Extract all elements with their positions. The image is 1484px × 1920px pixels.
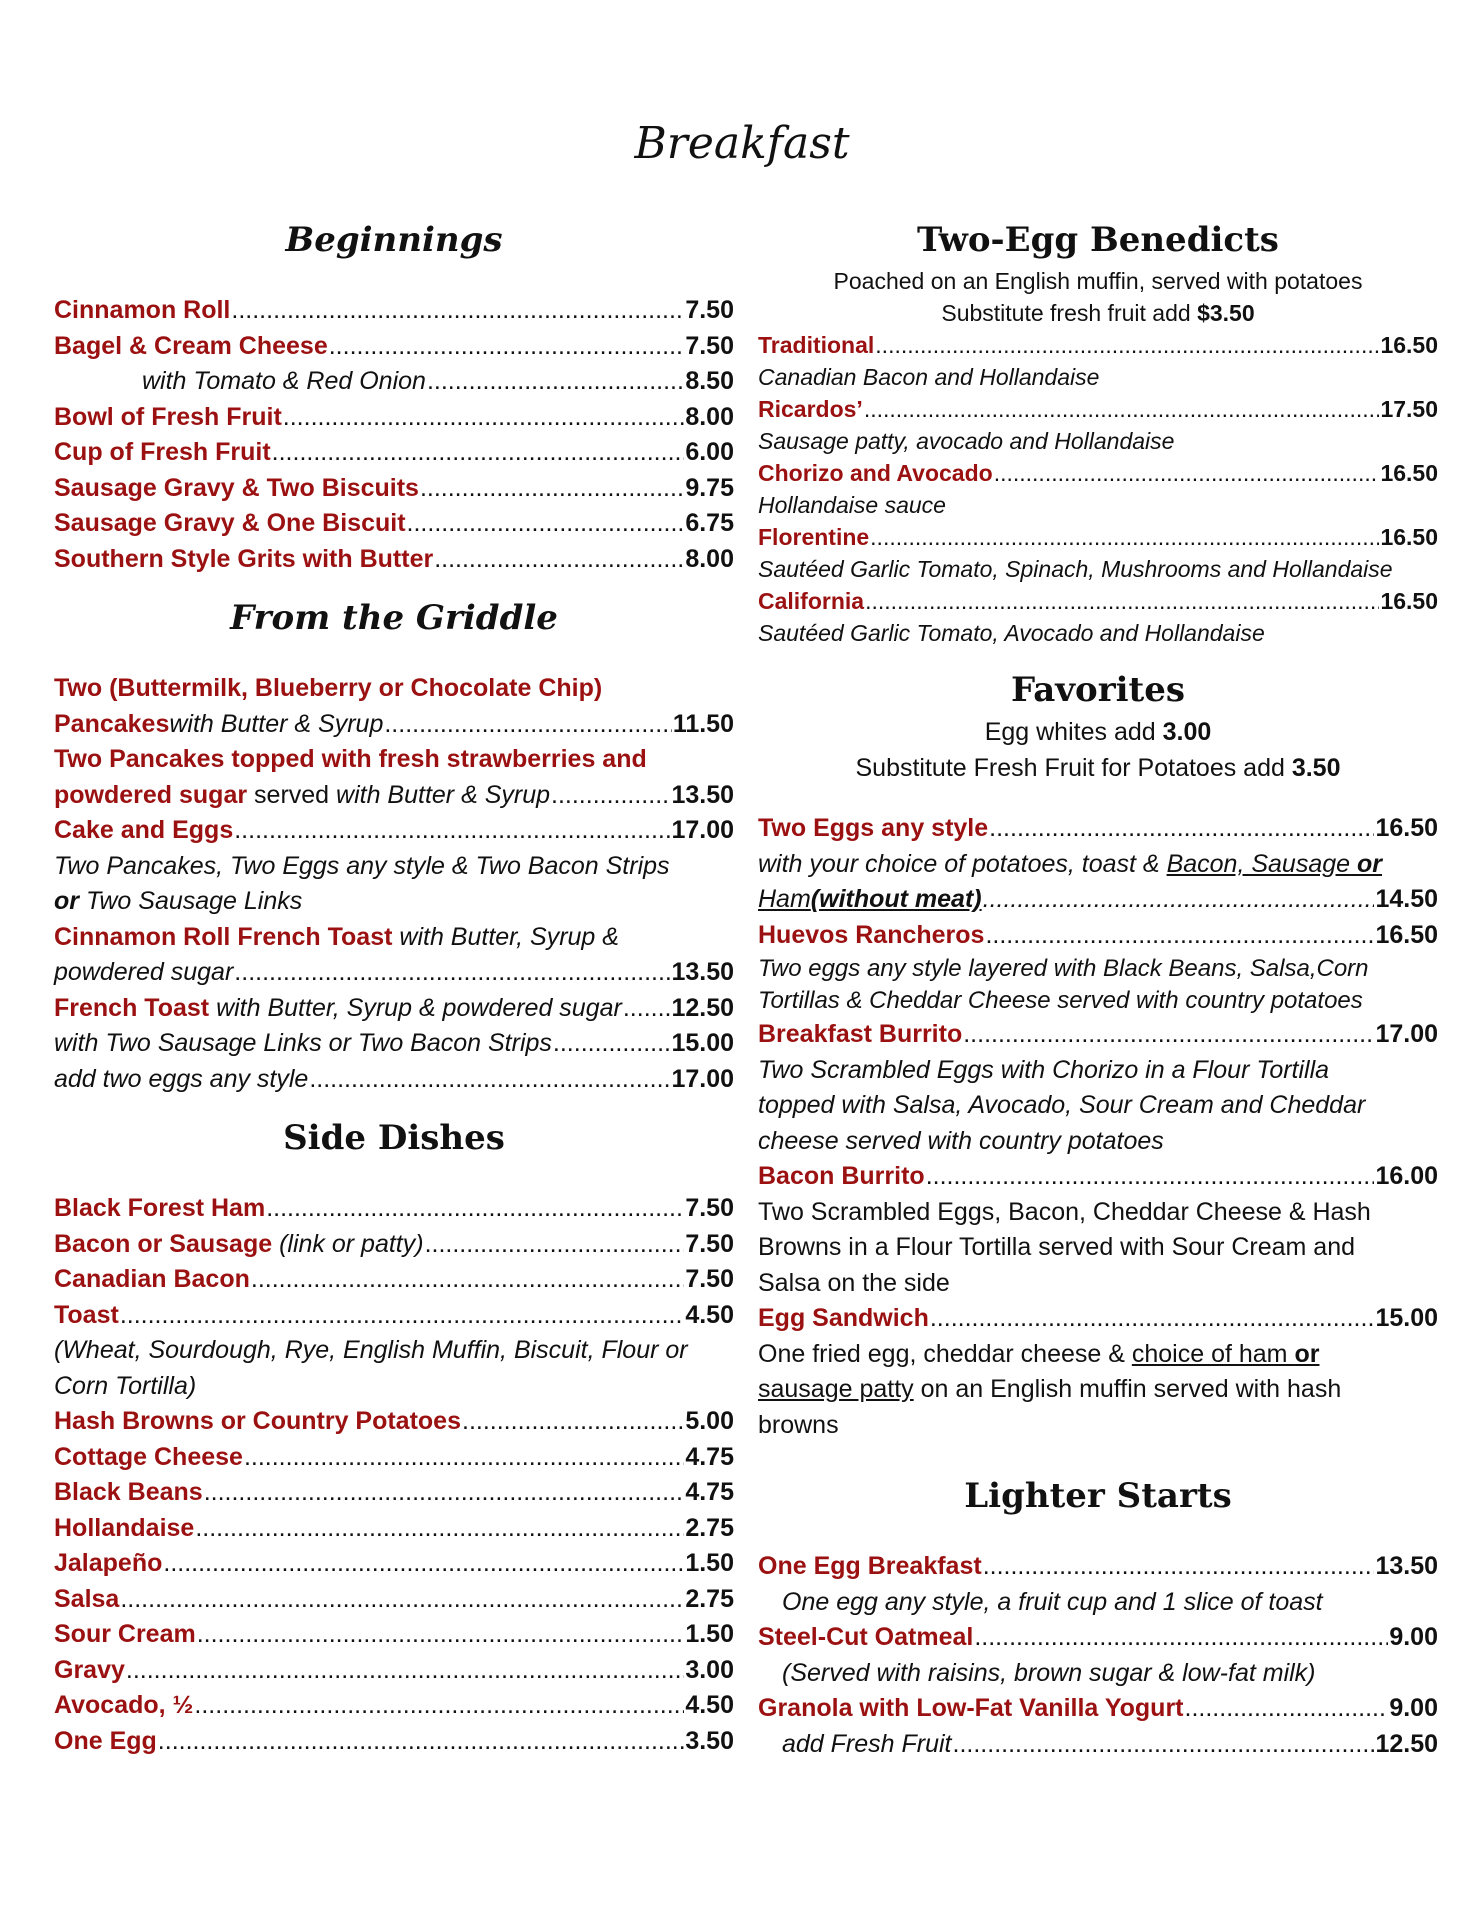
section-subtitle: Poached on an English muffin, served with potatoes — [833, 268, 1363, 294]
menu-item-desc: (Served with raisins, brown sugar & low-fat milk) — [782, 1658, 1316, 1687]
menu-item-desc: browns — [758, 1410, 839, 1439]
section-subtitle: Egg whites add 3.00 — [984, 718, 1212, 746]
menu-item: Cup of Fresh Fruit ..... 6.00 — [54, 435, 734, 471]
menu-item: Black Beans ..... 4.75 — [54, 1475, 734, 1511]
favorites-list — [758, 811, 1438, 1443]
menu-item-desc: Browns in a Flour Tortilla served with Sour Cream and — [758, 1233, 1356, 1261]
menu-item: Avocado, ½ ..... 4.50 — [54, 1688, 734, 1724]
menu-item-option: with Two Sausage Links or Two Bacon Strips ..... 15.00 — [54, 1026, 734, 1062]
menu-item-desc: topped with Salsa, Avocado, Sour Cream and Cheddar — [758, 1091, 1366, 1119]
menu-item: Bacon or Sausage (link or patty) ..... 7.50 — [54, 1227, 734, 1263]
menu-item-desc: cheese served with country potatoes — [758, 1126, 1164, 1155]
menu-item-desc: One fried egg, cheddar cheese & choice of ham or — [758, 1339, 1320, 1368]
menu-item-desc: Hollandaise sauce — [758, 492, 946, 518]
menu-item-name: Two Pancakes topped with fresh strawberries and — [54, 745, 647, 773]
menu-item: powdered sugar ..... 13.50 — [54, 955, 734, 991]
menu-item: Southern Style Grits with Butter ..... 8.00 — [54, 542, 734, 578]
menu-item-desc: Sausage patty, avocado and Hollandaise — [758, 428, 1175, 454]
menu-item: Sausage Gravy & Two Biscuits ..... 9.75 — [54, 471, 734, 507]
menu-item: powdered sugar served with Butter & Syrup ..... 13.50 — [54, 778, 734, 814]
menu-item-desc: with your choice of potatoes, toast & Bacon, Sausage or — [758, 849, 1382, 878]
section-subtitle: Substitute fresh fruit add $3.50 — [941, 300, 1255, 326]
sides-list — [54, 1191, 734, 1759]
menu-item: Chorizo and Avocado ..... 16.50 — [758, 457, 1438, 489]
section-heading-sides: Side Dishes — [283, 1118, 505, 1158]
menu-item-desc: (Wheat, Sourdough, Rye, English Muffin, Biscuit, Flour or — [54, 1336, 688, 1364]
menu-item-name: Two (Buttermilk, Blueberry or Chocolate Chip) — [54, 674, 603, 702]
menu-item-desc: Two Scrambled Eggs with Chorizo in a Flour Tortilla — [758, 1055, 1330, 1084]
menu-item-option: add two eggs any style ..... 17.00 — [54, 1062, 734, 1098]
menu-item-desc: Two Scrambled Eggs, Bacon, Cheddar Cheese & Hash — [758, 1197, 1371, 1226]
menu-item: Granola with Low-Fat Vanilla Yogurt ..... 9.00 — [758, 1691, 1438, 1727]
menu-item: Steel-Cut Oatmeal ..... 9.00 — [758, 1620, 1438, 1656]
menu-item: Bacon Burrito ..... 16.00 — [758, 1159, 1438, 1195]
menu-item-desc: Two eggs any style layered with Black Beans, Salsa,Corn — [758, 955, 1369, 982]
menu-item: Two Eggs any style ..... 16.50 — [758, 811, 1438, 847]
menu-item: Gravy ..... 3.00 — [54, 1653, 734, 1689]
menu-item-option: with Tomato & Red Onion ..... 8.50 — [54, 364, 734, 400]
menu-item: Toast ..... 4.50 — [54, 1298, 734, 1334]
menu-item: Breakfast Burrito ..... 17.00 — [758, 1017, 1438, 1053]
menu-title: Breakfast — [634, 118, 850, 169]
section-heading-beginnings: Beginnings — [285, 220, 503, 260]
menu-item-desc: One egg any style, a fruit cup and 1 slice of toast — [782, 1587, 1323, 1616]
menu-item-desc: Corn Tortilla) — [54, 1371, 197, 1400]
menu-item: Bagel & Cream Cheese ..... 7.50 — [54, 329, 734, 365]
menu-item-desc: Sautéed Garlic Tomato, Avocado and Hollandaise — [758, 620, 1265, 646]
menu-item-desc: Tortillas & Cheddar Cheese served with country potatoes — [758, 987, 1363, 1014]
right-column — [758, 215, 1438, 1762]
menu-item: Egg Sandwich ..... 15.00 — [758, 1301, 1438, 1337]
section-heading-lighter: Lighter Starts — [964, 1476, 1232, 1516]
menu-item-desc: Canadian Bacon and Hollandaise — [758, 364, 1100, 390]
menu-item-desc: Salsa on the side — [758, 1268, 950, 1297]
menu-item: Cottage Cheese ..... 4.75 — [54, 1440, 734, 1476]
menu-item: One Egg Breakfast ..... 13.50 — [758, 1549, 1438, 1585]
menu-item: Florentine ..... 16.50 — [758, 521, 1438, 553]
menu-item: Traditional ..... 16.50 — [758, 329, 1438, 361]
beginnings-list — [54, 293, 734, 577]
menu-item-desc: Two Pancakes, Two Eggs any style & Two Bacon Strips — [54, 851, 670, 880]
menu-item-option: add Fresh Fruit ..... 12.50 — [758, 1727, 1438, 1763]
menu-item: Salsa ..... 2.75 — [54, 1582, 734, 1618]
menu-item: Hash Browns or Country Potatoes ..... 5.00 — [54, 1404, 734, 1440]
lighter-list — [758, 1549, 1438, 1762]
menu-item-desc: Sautéed Garlic Tomato, Spinach, Mushrooms and Hollandaise — [758, 556, 1393, 582]
section-subtitle: Substitute Fresh Fruit for Potatoes add 3.50 — [855, 753, 1341, 782]
menu-item: Hollandaise ..... 2.75 — [54, 1511, 734, 1547]
benedicts-list — [758, 329, 1438, 649]
left-column — [54, 215, 734, 1759]
section-heading-griddle: From the Griddle — [230, 598, 558, 638]
menu-item-name: Cinnamon Roll French Toast with Butter, Syrup & — [54, 922, 619, 951]
menu-item: Pancakes with Butter & Syrup ..... 11.50 — [54, 707, 734, 743]
menu-item: Ricardos’ ..... 17.50 — [758, 393, 1438, 425]
menu-item: Canadian Bacon ..... 7.50 — [54, 1262, 734, 1298]
menu-item: Sausage Gravy & One Biscuit ..... 6.75 — [54, 506, 734, 542]
menu-item-option: Ham (without meat) ..... 14.50 — [758, 882, 1438, 918]
menu-item: Cake and Eggs ..... 17.00 — [54, 813, 734, 849]
menu-item: Jalapeño ..... 1.50 — [54, 1546, 734, 1582]
menu-item: Bowl of Fresh Fruit ..... 8.00 — [54, 400, 734, 436]
menu-item: One Egg ..... 3.50 — [54, 1724, 734, 1760]
menu-item: French Toast with Butter, Syrup & powdered sugar ..... 12.50 — [54, 991, 734, 1027]
menu-item: Black Forest Ham ..... 7.50 — [54, 1191, 734, 1227]
section-heading-benedicts: Two-Egg Benedicts — [917, 220, 1279, 260]
menu-item: Huevos Rancheros ..... 16.50 — [758, 918, 1438, 954]
menu-item: California ..... 16.50 — [758, 585, 1438, 617]
menu-item-desc: or Two Sausage Links — [54, 887, 303, 915]
menu-item: Sour Cream ..... 1.50 — [54, 1617, 734, 1653]
menu-item: Cinnamon Roll ..... 7.50 — [54, 293, 734, 329]
section-heading-favorites: Favorites — [1010, 670, 1186, 710]
menu-item-desc: sausage patty on an English muffin served with hash — [758, 1375, 1342, 1403]
griddle-list — [54, 671, 734, 1097]
